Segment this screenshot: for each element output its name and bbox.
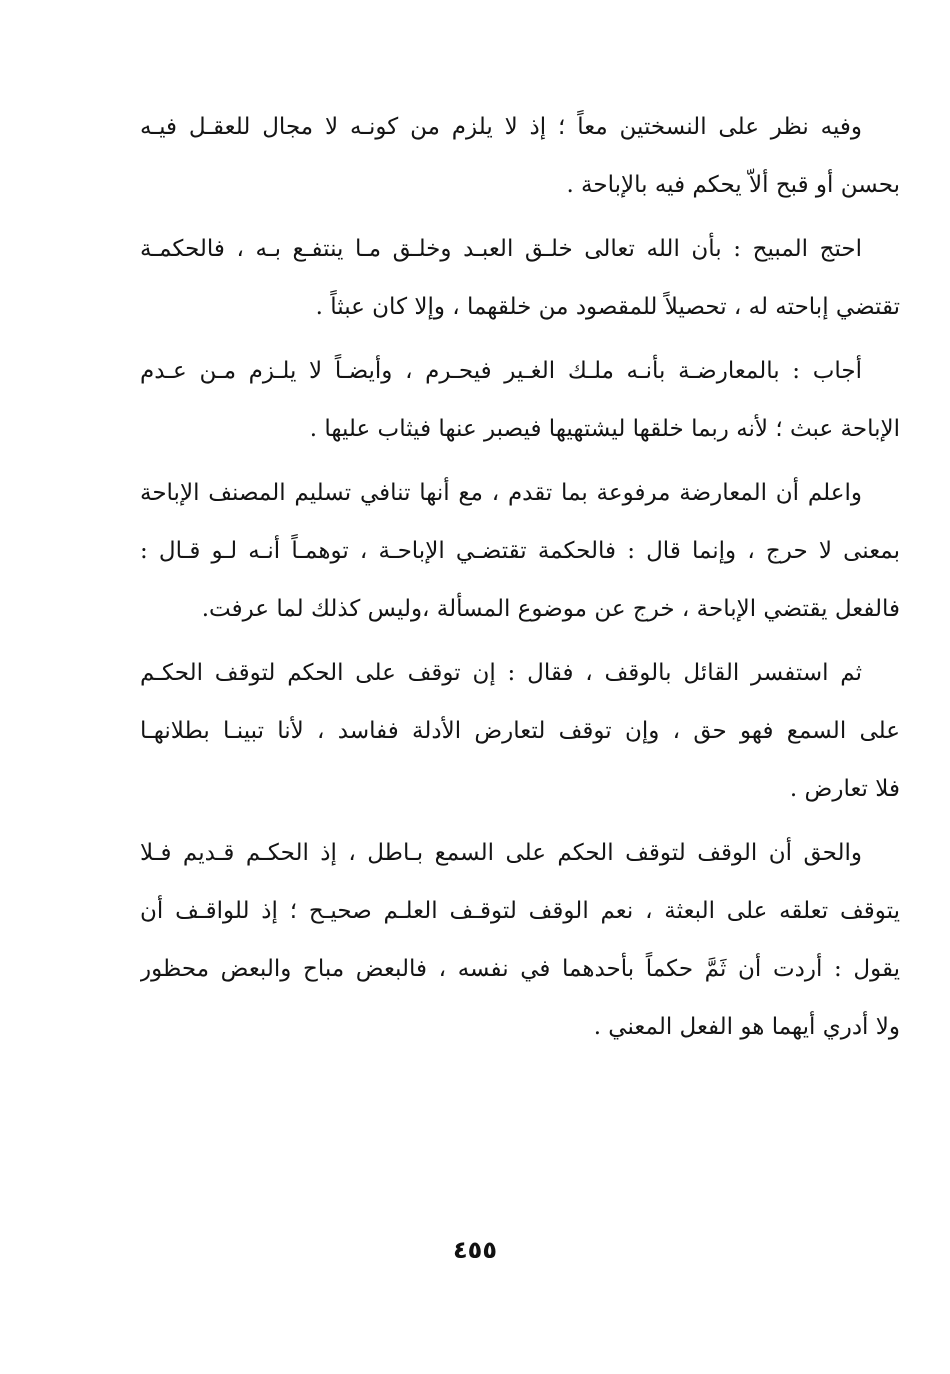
text-line: على السمع فهو حق ، وإن توقف لتعارض الأدلة ففاسد ، لأنا تبينـا بطلانهـا — [140, 718, 900, 744]
text-line: وفيه نظر على النسختين معاً ؛ إذ لا يلزم من كونـه لا مجال للعقـل فيـه — [140, 114, 862, 140]
paragraph-2 — [140, 220, 900, 336]
text-line: تقتضي إباحته له ، تحصيلاً للمقصود من خلقهما ، وإلا كان عبثاً . — [315, 294, 900, 320]
page-number: ٤٥٥ — [453, 1236, 497, 1264]
text-line: أجاب : بالمعارضـة بأنـه ملـك الغـير فيحـرم ، وأيضـاً لا يلـزم مـن عـدم — [140, 358, 862, 384]
text-line: يتوقف تعلقه على البعثة ، نعم الوقف لتوقـف العلـم صحيـح ؛ إذ للواقـف أن — [140, 898, 900, 924]
text-line: بمعنى لا حرج ، وإنما قال : فالحكمة تقتضـي الإباحـة ، توهمـاً أنـه لـو قـال : — [140, 538, 900, 564]
text-line: الإباحة عبث ؛ لأنه ربما خلقها ليشتهيها فيصبر عنها فيثاب عليها . — [309, 416, 900, 442]
page-body — [140, 98, 900, 1056]
paragraph-1 — [140, 98, 900, 214]
paragraph-5 — [140, 644, 900, 818]
text-line: فلا تعارض . — [789, 776, 900, 802]
text-line: ثم استفسر القائل بالوقف ، فقال : إن توقف على الحكم لتوقف الحكـم — [140, 660, 862, 686]
text-line: ولا أدري أيهما هو الفعل المعني . — [593, 1014, 900, 1040]
text-line: والحق أن الوقف لتوقف الحكم على السمع بـاطل ، إذ الحكـم قـديم فـلا — [140, 840, 862, 866]
text-line: واعلم أن المعارضة مرفوعة بما تقدم ، مع أنها تنافي تسليم المصنف الإباحة — [140, 480, 862, 506]
text-line: بحسن أو قبح ألاّ يحكم فيه بالإباحة . — [566, 172, 900, 198]
text-line: فالفعل يقتضي الإباحة ، خرج عن موضوع المسألة ،وليس كذلك لما عرفت. — [201, 596, 900, 622]
text-line: احتج المبيح : بأن الله تعالى خلـق العبـد وخلـق مـا ينتفـع بـه ، فالحكمـة — [140, 236, 862, 262]
paragraph-4 — [140, 464, 900, 638]
paragraph-3 — [140, 342, 900, 458]
paragraph-6 — [140, 824, 900, 1056]
text-line: يقول : أردت أن ثَمَّ حكماً بأحدهما في نفسه ، فالبعض مباح والبعض محظور — [140, 956, 900, 982]
